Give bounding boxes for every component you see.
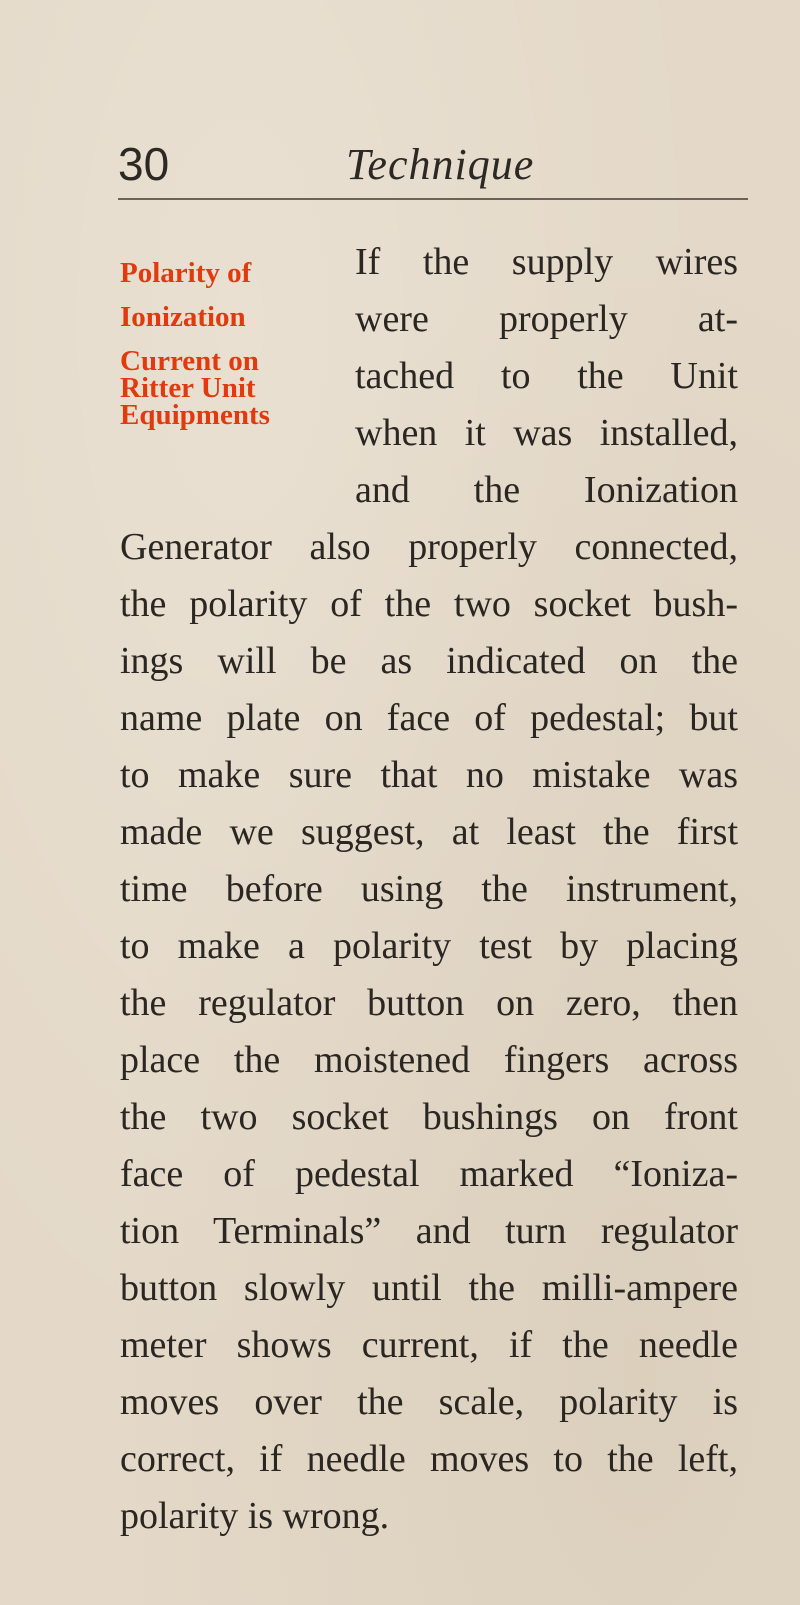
body-text-line: moves over the scale, polarity is [120, 1381, 738, 1423]
body-text-line: polarity is wrong. [120, 1495, 390, 1537]
body-text-line: name plate on face of pedestal; but [120, 697, 738, 739]
body-text-line: place the moistened fingers across [120, 1039, 738, 1081]
body-text-line: face of pedestal marked “Ioniza- [120, 1153, 738, 1195]
body-text-line: Generator also properly connected, [120, 526, 738, 568]
body-text-line: to make a polarity test by placing [120, 925, 738, 967]
body-text-line: were properly at- [355, 298, 738, 340]
body-text-line: tached to the Unit [355, 355, 738, 397]
body-text-line: the regulator button on zero, then [120, 982, 738, 1024]
margin-note-line: Polarity of [120, 257, 252, 289]
body-text-line: to make sure that no mistake was [120, 754, 738, 796]
body-text-line: time before using the instrument, [120, 868, 738, 910]
margin-note-line: Ionization [120, 301, 246, 333]
running-head: Technique [346, 140, 535, 189]
header-rule [118, 198, 748, 200]
body-text-line: made we suggest, at least the first [120, 811, 738, 853]
body-text-line: tion Terminals” and turn regulator [120, 1210, 738, 1252]
page-header [118, 138, 748, 198]
body-text-line: button slowly until the milli-ampere [120, 1267, 738, 1309]
body-text-line: If the supply wires [355, 241, 738, 283]
margin-note-line: Current on [120, 345, 259, 377]
margin-note-line: Equipments [120, 399, 270, 431]
body-text-line: the polarity of the two socket bush- [120, 583, 738, 625]
body-text-line: and the Ionization [355, 469, 738, 511]
page-number: 30 [118, 138, 170, 190]
body-text-line: meter shows current, if the needle [120, 1324, 738, 1366]
body-text-line: correct, if needle moves to the left, [120, 1438, 738, 1480]
body-text-line: when it was installed, [355, 412, 738, 454]
body-text-line: ings will be as indicated on the [120, 640, 738, 682]
body-text-line: the two socket bushings on front [120, 1096, 738, 1138]
margin-note-line: Ritter Unit [120, 372, 256, 404]
